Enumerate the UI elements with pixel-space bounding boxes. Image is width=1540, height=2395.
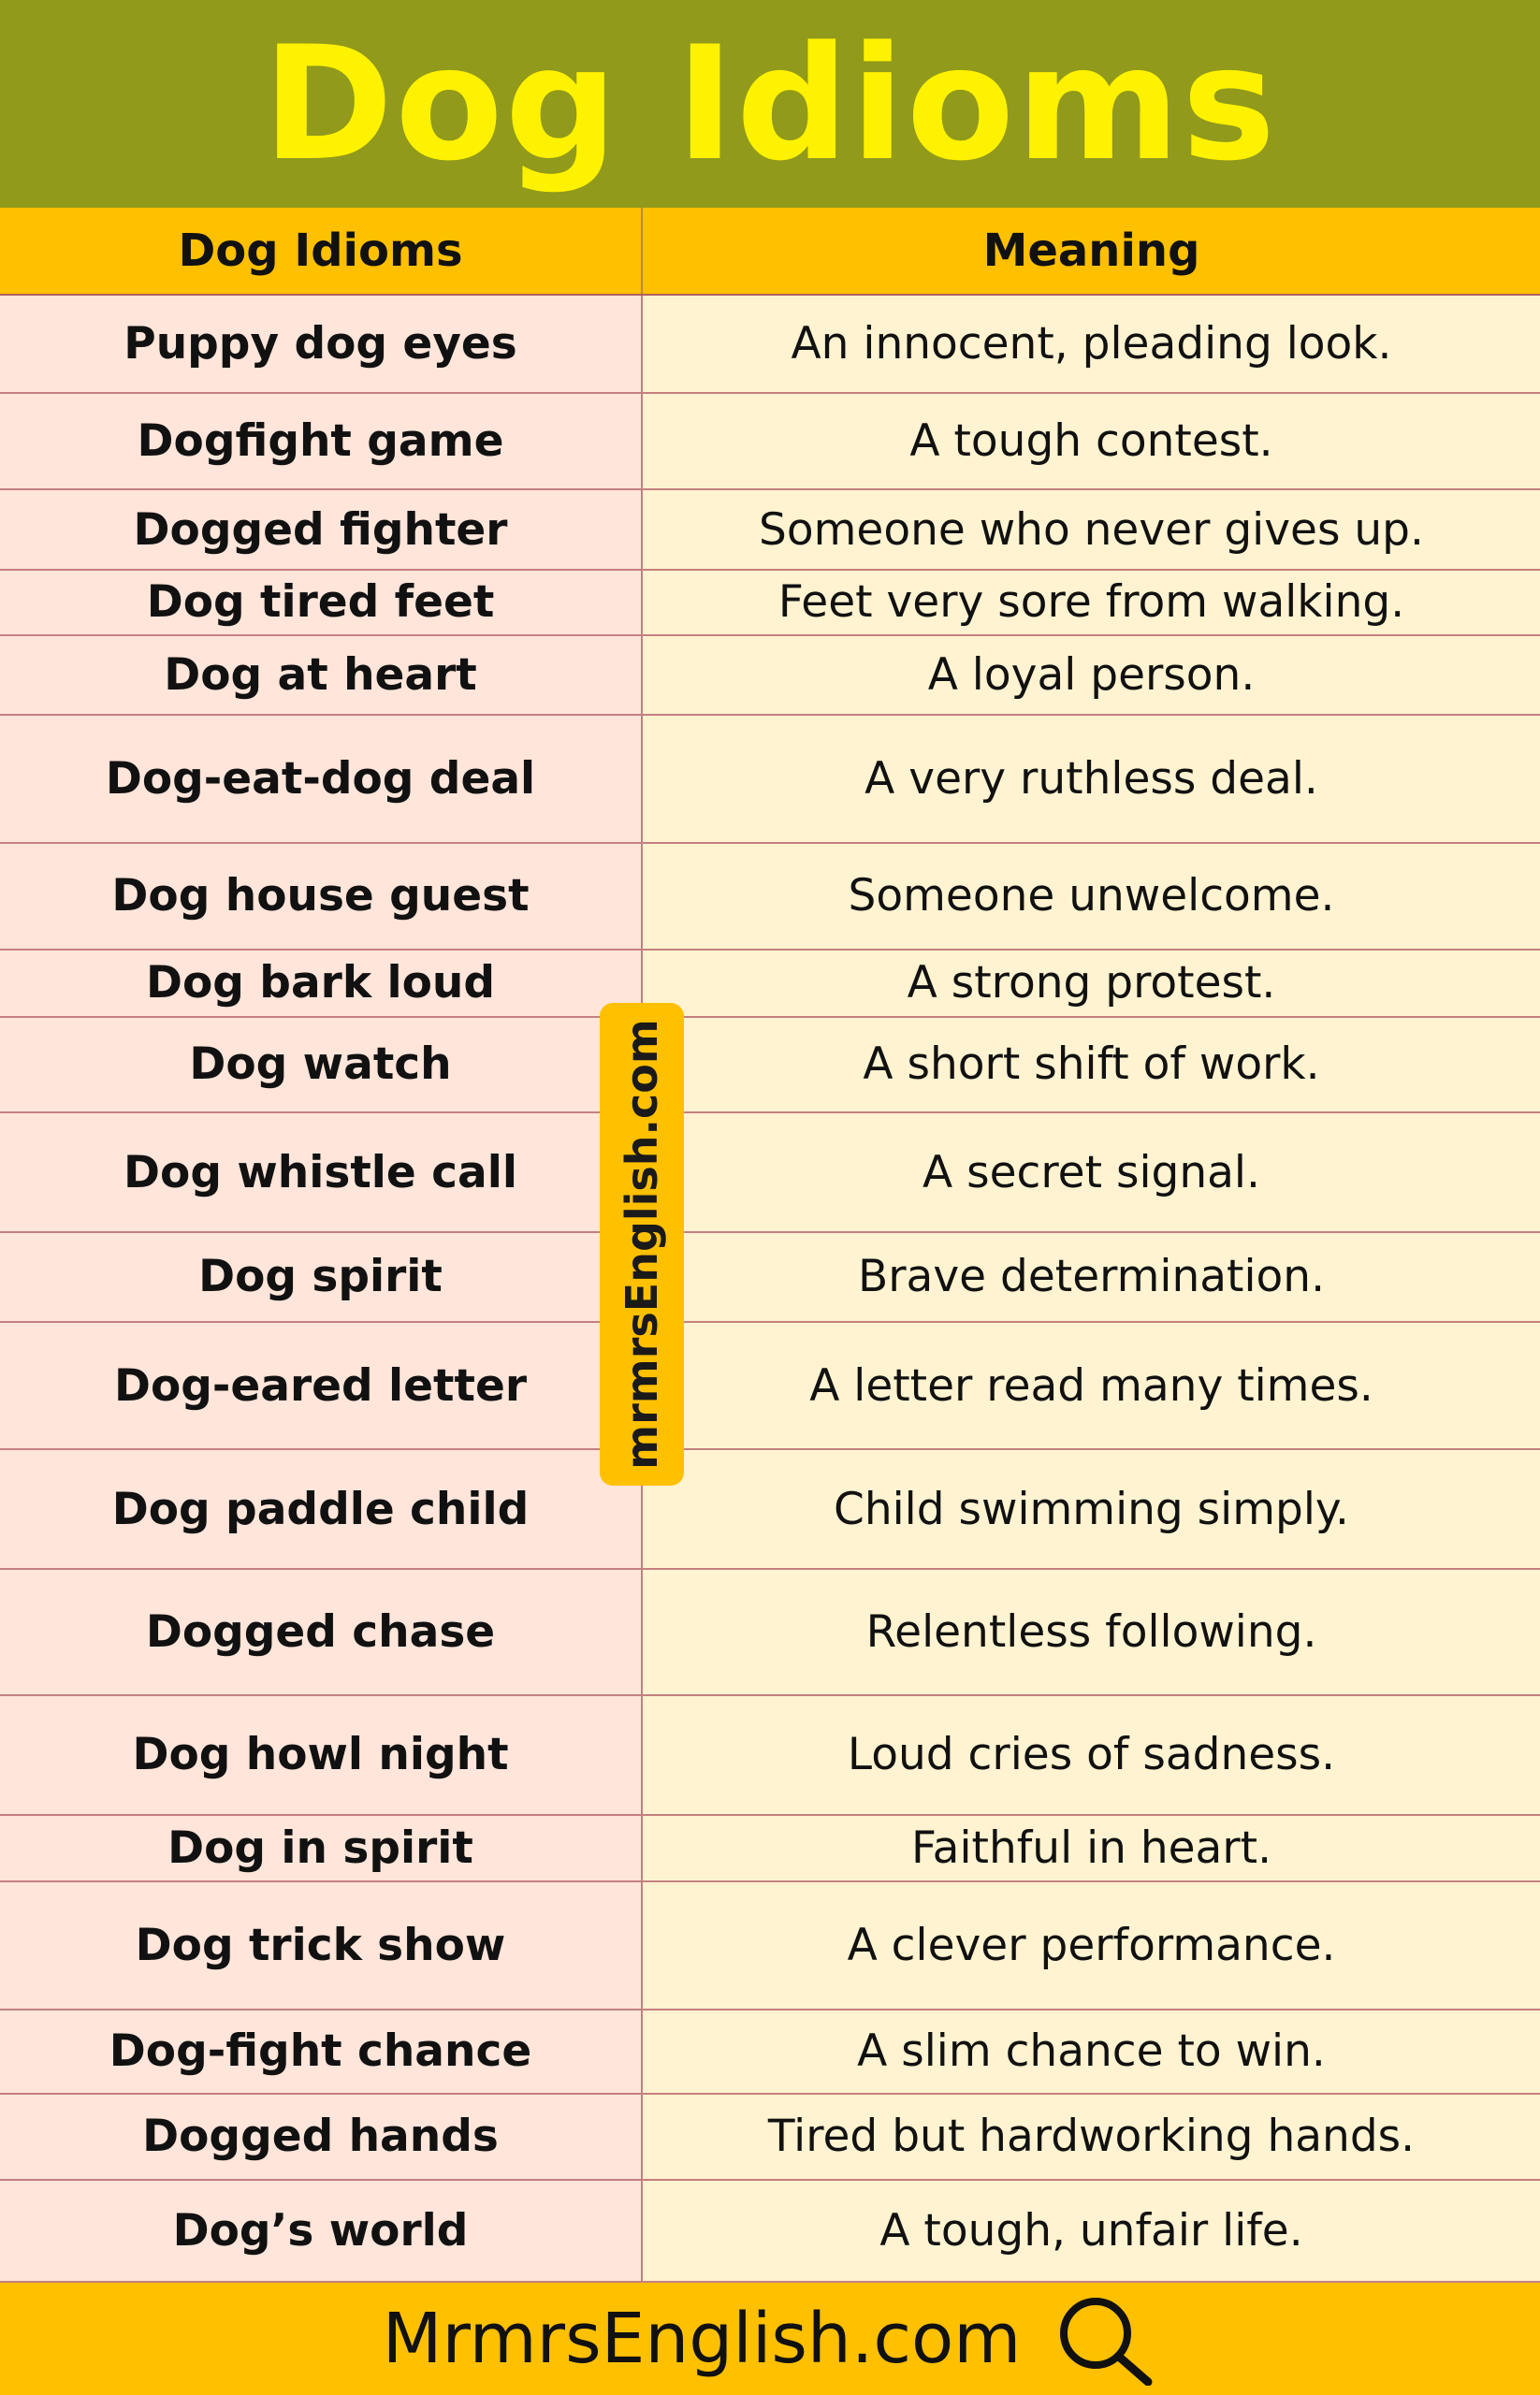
idiom-cell: Dog trick show — [0, 1881, 642, 2010]
meaning-cell: A tough, unfair life. — [642, 2180, 1540, 2282]
table-row — [0, 295, 1540, 393]
meaning-cell: Tired but hardworking hands. — [642, 2094, 1540, 2181]
idiom-cell: Dog howl night — [0, 1695, 642, 1815]
table-row — [0, 635, 1540, 715]
footer-bar — [0, 2283, 1540, 2395]
meaning-cell: Feet very sore from walking. — [642, 570, 1540, 635]
title-banner — [0, 0, 1540, 208]
table-row — [0, 1569, 1540, 1695]
meaning-cell: A slim chance to win. — [642, 2010, 1540, 2094]
idiom-cell: Dog-fight chance — [0, 2010, 642, 2094]
idiom-cell: Dog-eared letter — [0, 1322, 642, 1450]
meaning-cell: Brave determination. — [642, 1232, 1540, 1322]
meaning-cell: A tough contest. — [642, 393, 1540, 490]
table-row — [0, 843, 1540, 951]
table-row — [0, 1017, 1540, 1113]
idiom-cell: Dog-eat-dog deal — [0, 715, 642, 843]
column-header-meaning: Meaning — [642, 208, 1540, 295]
meaning-cell: A clever performance. — [642, 1881, 1540, 2010]
meaning-cell: A letter read many times. — [642, 1322, 1540, 1450]
table-header-row — [0, 208, 1540, 295]
watermark-badge — [600, 1003, 684, 1486]
meaning-cell: Child swimming simply. — [642, 1449, 1540, 1569]
table-row — [0, 570, 1540, 635]
meaning-cell: An innocent, pleading look. — [642, 295, 1540, 393]
table-row — [0, 1322, 1540, 1450]
table-row — [0, 1112, 1540, 1232]
idiom-cell: Dog’s world — [0, 2180, 642, 2282]
idiom-cell: Dogfight game — [0, 393, 642, 490]
meaning-cell: A loyal person. — [642, 635, 1540, 715]
meaning-cell: A secret signal. — [642, 1112, 1540, 1232]
idiom-cell: Dog at heart — [0, 635, 642, 715]
meaning-cell: A strong protest. — [642, 950, 1540, 1016]
table-row — [0, 950, 1540, 1016]
idiom-cell: Dogged fighter — [0, 489, 642, 570]
search-icon — [1054, 2292, 1157, 2386]
meaning-cell: Someone who never gives up. — [642, 489, 1540, 570]
idiom-cell: Dog in spirit — [0, 1815, 642, 1881]
meaning-cell: Someone unwelcome. — [642, 843, 1540, 951]
idiom-cell: Dogged hands — [0, 2094, 642, 2181]
table-row — [0, 489, 1540, 570]
table-row — [0, 1881, 1540, 2010]
idiom-cell: Dog house guest — [0, 843, 642, 951]
page-title: Dog Idioms — [262, 12, 1278, 196]
table-row — [0, 1449, 1540, 1569]
table-row — [0, 393, 1540, 490]
idiom-cell: Dog spirit — [0, 1232, 642, 1322]
footer-site-name: MrmrsEnglish.com — [382, 2299, 1022, 2379]
idiom-cell: Dog bark loud — [0, 950, 642, 1016]
idiom-cell: Dogged chase — [0, 1569, 642, 1695]
watermark-text: mrmrsEnglish.com — [617, 1019, 667, 1470]
idiom-cell: Dog whistle call — [0, 1112, 642, 1232]
meaning-cell: Faithful in heart. — [642, 1815, 1540, 1881]
meaning-cell: Loud cries of sadness. — [642, 1695, 1540, 1815]
table-row — [0, 1232, 1540, 1322]
meaning-cell: A short shift of work. — [642, 1017, 1540, 1113]
table-row — [0, 2094, 1540, 2181]
idiom-cell: Dog watch — [0, 1017, 642, 1113]
idioms-table — [0, 208, 1540, 2283]
idiom-cell: Puppy dog eyes — [0, 295, 642, 393]
idiom-cell: Dog tired feet — [0, 570, 642, 635]
table-row — [0, 715, 1540, 843]
table-row — [0, 2010, 1540, 2094]
meaning-cell: A very ruthless deal. — [642, 715, 1540, 843]
table-row — [0, 1815, 1540, 1881]
meaning-cell: Relentless following. — [642, 1569, 1540, 1695]
idiom-cell: Dog paddle child — [0, 1449, 642, 1569]
table-row — [0, 1695, 1540, 1815]
column-header-idioms: Dog Idioms — [0, 208, 642, 295]
table-row — [0, 2180, 1540, 2282]
